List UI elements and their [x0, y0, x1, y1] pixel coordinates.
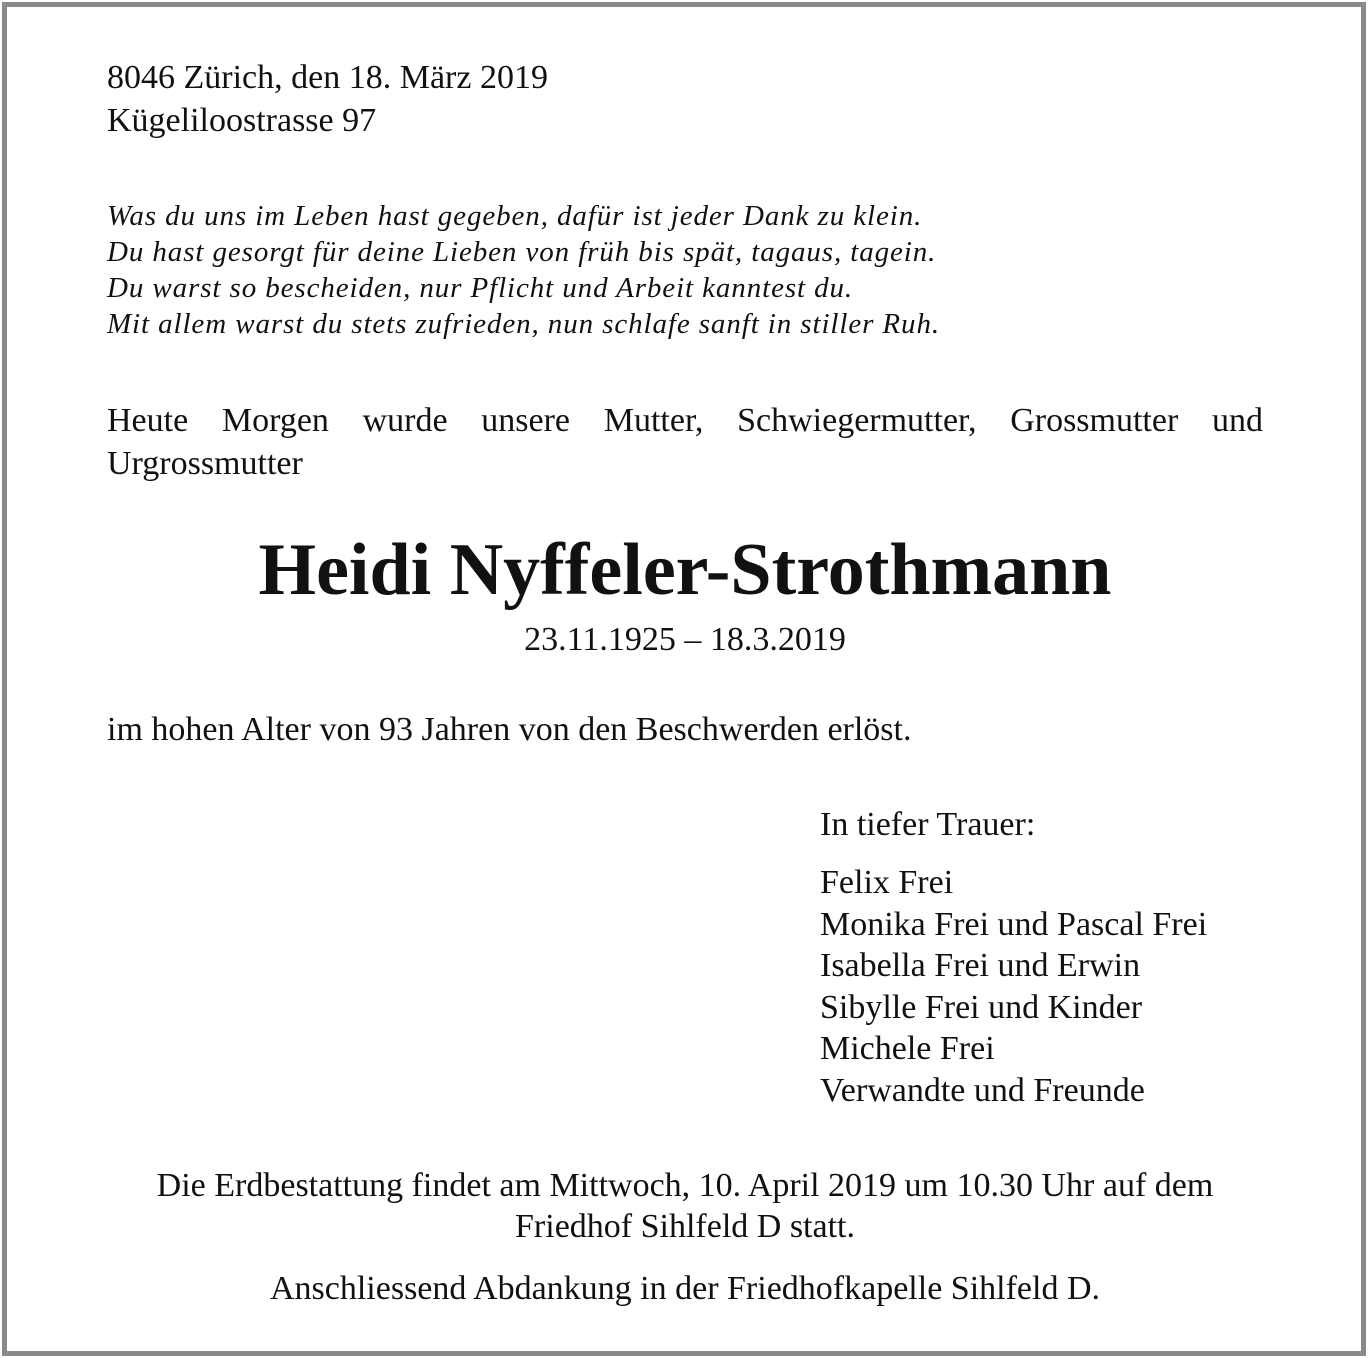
poem-line: Was du uns im Leben hast gegeben, dafür ist jeder Dank zu klein.: [107, 200, 923, 232]
list-item: Felix Frei: [820, 864, 954, 901]
list-item: Michele Frei: [820, 1030, 995, 1068]
life-dates: 23.11.1925 – 18.3.2019: [524, 621, 846, 658]
mourners-list: [820, 862, 1207, 1112]
sender-address: [107, 56, 548, 142]
street-address: Kügeliloostrasse 97: [107, 102, 377, 139]
list-item: Sibylle Frei und Kinder: [820, 988, 1143, 1026]
funeral-notice: Die Erdbestattung findet am Mittwoch, 10. April 2019 um 10.30 Uhr auf dem Friedhof Sihlfeld D statt.: [156, 1167, 1214, 1245]
deceased-name: Heidi Nyffeler-Strothmann: [258, 529, 1112, 611]
memorial-service-notice: Anschliessend Abdankung in der Friedhofkapelle Sihlfeld D.: [269, 1270, 1100, 1307]
poem-line: Mit allem warst du stets zufrieden, nun schlafe sanft in stiller Ruh.: [107, 308, 940, 340]
memorial-poem: [107, 198, 940, 342]
poem-line: Du hast gesorgt für deine Lieben von früh bis spät, tagaus, tagein.: [107, 236, 937, 268]
place-date: 8046 Zürich, den 18. März 2019: [107, 59, 548, 96]
release-text: im hohen Alter von 93 Jahren von den Beschwerden erlöst.: [107, 711, 912, 748]
mourning-heading: In tiefer Trauer:: [820, 806, 1036, 843]
poem-line: Du warst so bescheiden, nur Pflicht und Arbeit kanntest du.: [107, 272, 854, 304]
list-item: Verwandte und Freunde: [820, 1071, 1145, 1109]
list-item: Monika Frei und Pascal Frei: [820, 905, 1208, 943]
list-item: Isabella Frei und Erwin: [820, 947, 1141, 985]
intro-text: Heute Morgen wurde unsere Mutter, Schwiegermutter, Grossmutter und Urgrossmutter: [107, 402, 1263, 482]
